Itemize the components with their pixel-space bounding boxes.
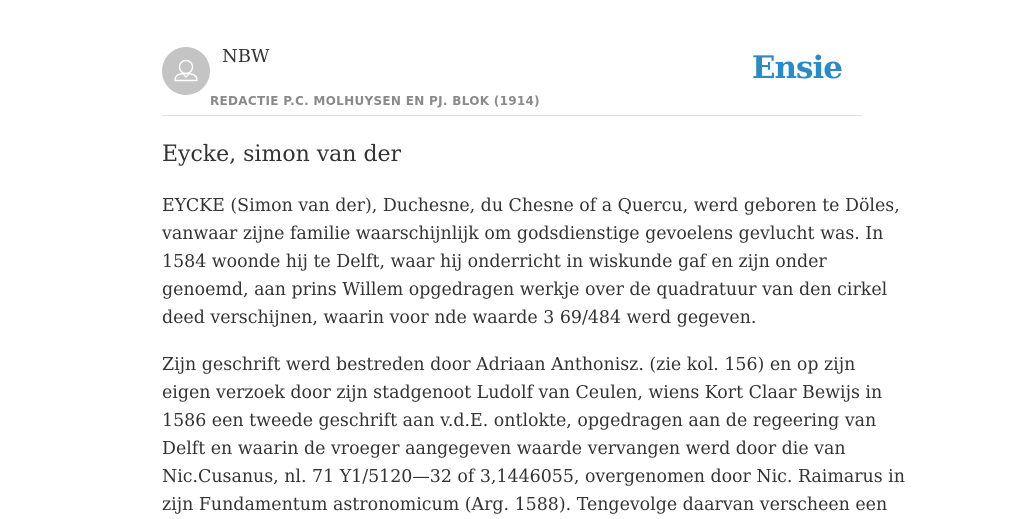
article-paragraph: [162, 351, 905, 519]
article-paragraph: [162, 192, 900, 332]
article-header: [162, 0, 862, 116]
source-name[interactable]: NBW: [222, 46, 270, 67]
paragraph-line: Zijn geschrift werd bestreden door Adriaan Anthonisz. (zie kol. 156) en op zijn: [162, 355, 856, 375]
paragraph-line: 1584 woonde hij te Delft, waar hij onderricht in wiskunde gaf en zijn onder: [162, 252, 827, 272]
article-title: Eycke, simon van der: [162, 142, 402, 167]
paragraph-line: EYCKE (Simon van der), Duchesne, du Chesne of a Quercu, werd geboren te Döles,: [162, 196, 900, 216]
source-credit: REDACTIE P.C. MOLHUYSEN EN PJ. BLOK (1914): [210, 94, 540, 108]
paragraph-line: vanwaar zijne familie waarschijnlijk om godsdienstige gevoelens gevlucht was. In: [162, 224, 884, 244]
paragraph-line: Nic.Cusanus, nl. 71 Y1/5120—32 of 3,1446055, overgenomen door Nic. Raimarus in: [162, 467, 905, 487]
ensie-logo[interactable]: Ensie: [751, 50, 842, 86]
user-outline-icon: [162, 47, 210, 95]
paragraph-line: deed verschijnen, waarin voor nde waarde 3 69/484 werd gegeven.: [162, 308, 757, 328]
source-avatar[interactable]: [162, 47, 210, 95]
paragraph-line: Delft en waarin de vroeger aangegeven waarde vervangen werd door die van: [162, 439, 846, 459]
article-page: [162, 0, 905, 519]
paragraph-line: zijn Fundamentum astronomicum (Arg. 1588). Tengevolge daarvan verscheen een: [162, 495, 888, 515]
paragraph-line: 1586 een tweede geschrift aan v.d.E. ontlokte, opgedragen aan de regeering van: [162, 411, 877, 431]
paragraph-line: eigen verzoek door zijn stadgenoot Ludolf van Ceulen, wiens Kort Claar Bewijs in: [162, 383, 883, 403]
paragraph-line: genoemd, aan prins Willem opgedragen werkje over de quadratuur van den cirkel: [162, 280, 888, 300]
